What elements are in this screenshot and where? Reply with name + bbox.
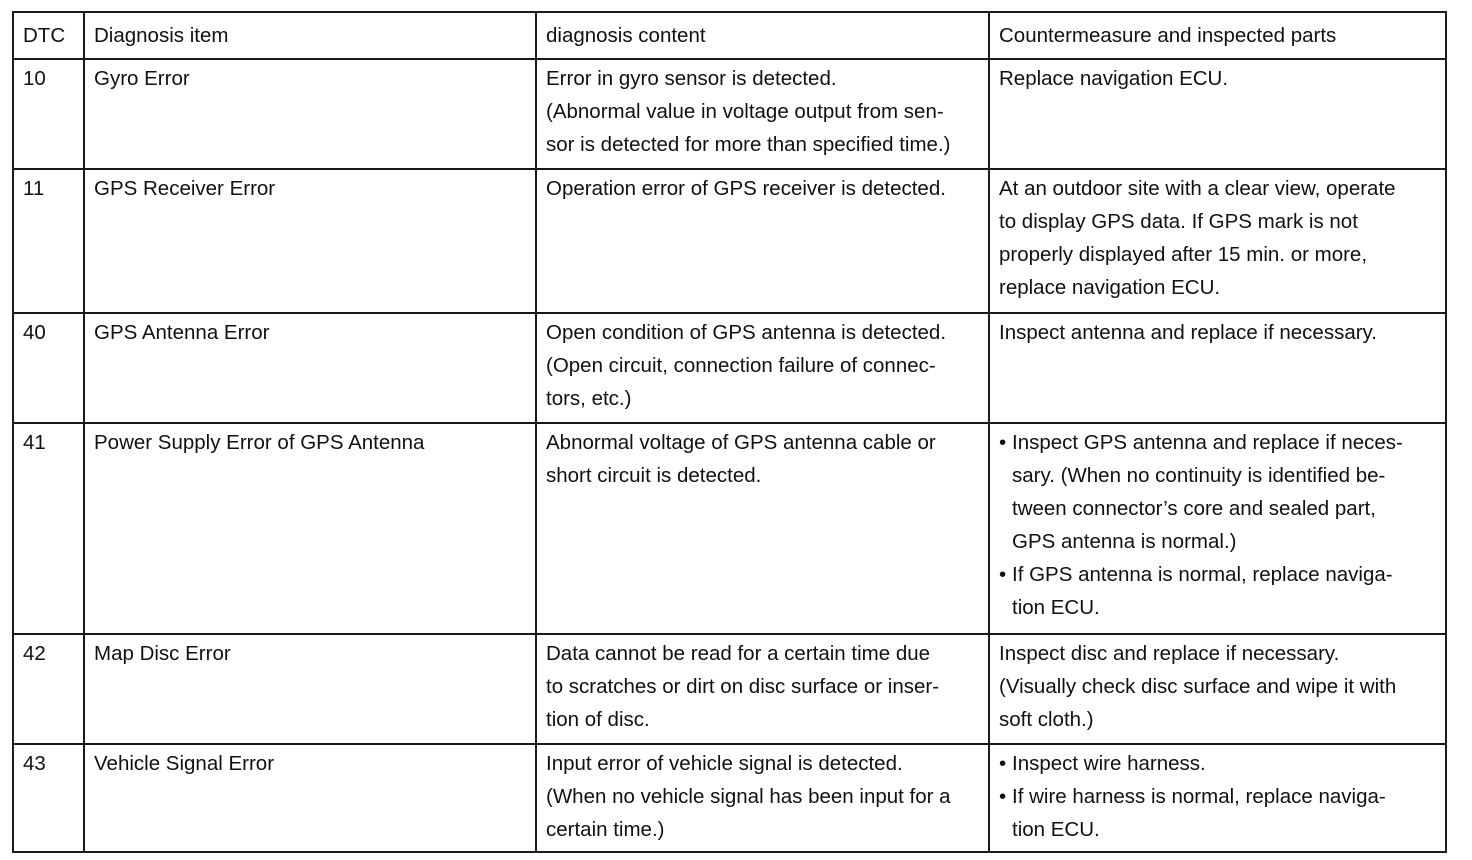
countermeasure-line: replace navigation ECU. xyxy=(999,276,1221,299)
table-row xyxy=(13,59,1446,169)
diagnosis-content xyxy=(536,59,989,169)
diagnosis-item: GPS Receiver Error xyxy=(84,169,536,313)
countermeasure-line: Inspect antenna and replace if necessary. xyxy=(999,321,1377,344)
content-line: sor is detected for more than specified time.) xyxy=(546,133,951,156)
bullet-continuation: sary. (When no continuity is identified be- xyxy=(1012,464,1386,487)
table-row xyxy=(13,169,1446,313)
countermeasure xyxy=(989,744,1446,852)
table-header-row xyxy=(13,12,1446,59)
bullet-continuation: tion ECU. xyxy=(1012,596,1100,619)
diagnosis-content xyxy=(536,634,989,744)
dtc-code: 42 xyxy=(13,634,84,744)
diagnosis-content xyxy=(536,744,989,852)
countermeasure-line: (Visually check disc surface and wipe it with xyxy=(999,675,1397,698)
diagnosis-item: Power Supply Error of GPS Antenna xyxy=(84,423,536,634)
countermeasure xyxy=(989,313,1446,423)
dtc-code: 43 xyxy=(13,744,84,852)
table-row xyxy=(13,313,1446,423)
diagnosis-item: Gyro Error xyxy=(84,59,536,169)
table-row xyxy=(13,744,1446,852)
diagnosis-item: GPS Antenna Error xyxy=(84,313,536,423)
countermeasure xyxy=(989,634,1446,744)
diagnosis-content xyxy=(536,423,989,634)
header-dtc: DTC xyxy=(13,12,84,59)
bullet-line: • If wire harness is normal, replace naviga- xyxy=(999,780,1437,813)
header-countermeasure: Countermeasure and inspected parts xyxy=(989,12,1446,59)
header-diagnosis-content: diagnosis content xyxy=(536,12,989,59)
countermeasure-line: to display GPS data. If GPS mark is not xyxy=(999,210,1358,233)
content-line: Open condition of GPS antenna is detected. xyxy=(546,321,947,344)
countermeasure xyxy=(989,169,1446,313)
table-row xyxy=(13,423,1446,634)
content-line: (Open circuit, connection failure of connec- xyxy=(546,354,936,377)
header-diagnosis-item: Diagnosis item xyxy=(84,12,536,59)
bullet-line: • If GPS antenna is normal, replace naviga- xyxy=(999,558,1437,591)
content-line: (Abnormal value in voltage output from sen- xyxy=(546,100,944,123)
content-line: to scratches or dirt on disc surface or inser- xyxy=(546,675,940,698)
dtc-code: 40 xyxy=(13,313,84,423)
diagnosis-content xyxy=(536,169,989,313)
content-line: certain time.) xyxy=(546,818,665,841)
diagnosis-content xyxy=(536,313,989,423)
content-line: Operation error of GPS receiver is detected. xyxy=(546,177,946,200)
content-line: Input error of vehicle signal is detected. xyxy=(546,752,903,775)
dtc-code: 10 xyxy=(13,59,84,169)
bullet-continuation: GPS antenna is normal.) xyxy=(1012,530,1237,553)
dtc-code: 41 xyxy=(13,423,84,634)
countermeasure-line: Replace navigation ECU. xyxy=(999,67,1229,90)
countermeasure xyxy=(989,423,1446,634)
content-line: tion of disc. xyxy=(546,708,650,731)
diagnosis-item: Map Disc Error xyxy=(84,634,536,744)
bullet-continuation: tween connector’s core and sealed part, xyxy=(1012,497,1376,520)
bullet-line: • Inspect wire harness. xyxy=(999,747,1437,780)
table-row xyxy=(13,634,1446,744)
countermeasure-line: Inspect disc and replace if necessary. xyxy=(999,642,1340,665)
content-line: Abnormal voltage of GPS antenna cable or xyxy=(546,431,936,454)
countermeasure xyxy=(989,59,1446,169)
countermeasure-line: At an outdoor site with a clear view, operate xyxy=(999,177,1396,200)
content-line: Data cannot be read for a certain time due xyxy=(546,642,931,665)
content-line: (When no vehicle signal has been input for a xyxy=(546,785,951,808)
bullet-continuation: tion ECU. xyxy=(1012,818,1100,841)
dtc-table xyxy=(12,11,1447,853)
content-line: Error in gyro sensor is detected. xyxy=(546,67,837,90)
countermeasure-line: properly displayed after 15 min. or more, xyxy=(999,243,1368,266)
diagnosis-item: Vehicle Signal Error xyxy=(84,744,536,852)
dtc-code: 11 xyxy=(13,169,84,313)
bullet-line: • Inspect GPS antenna and replace if neces- xyxy=(999,426,1437,459)
content-line: short circuit is detected. xyxy=(546,464,762,487)
countermeasure-line: soft cloth.) xyxy=(999,708,1094,731)
content-line: tors, etc.) xyxy=(546,387,632,410)
